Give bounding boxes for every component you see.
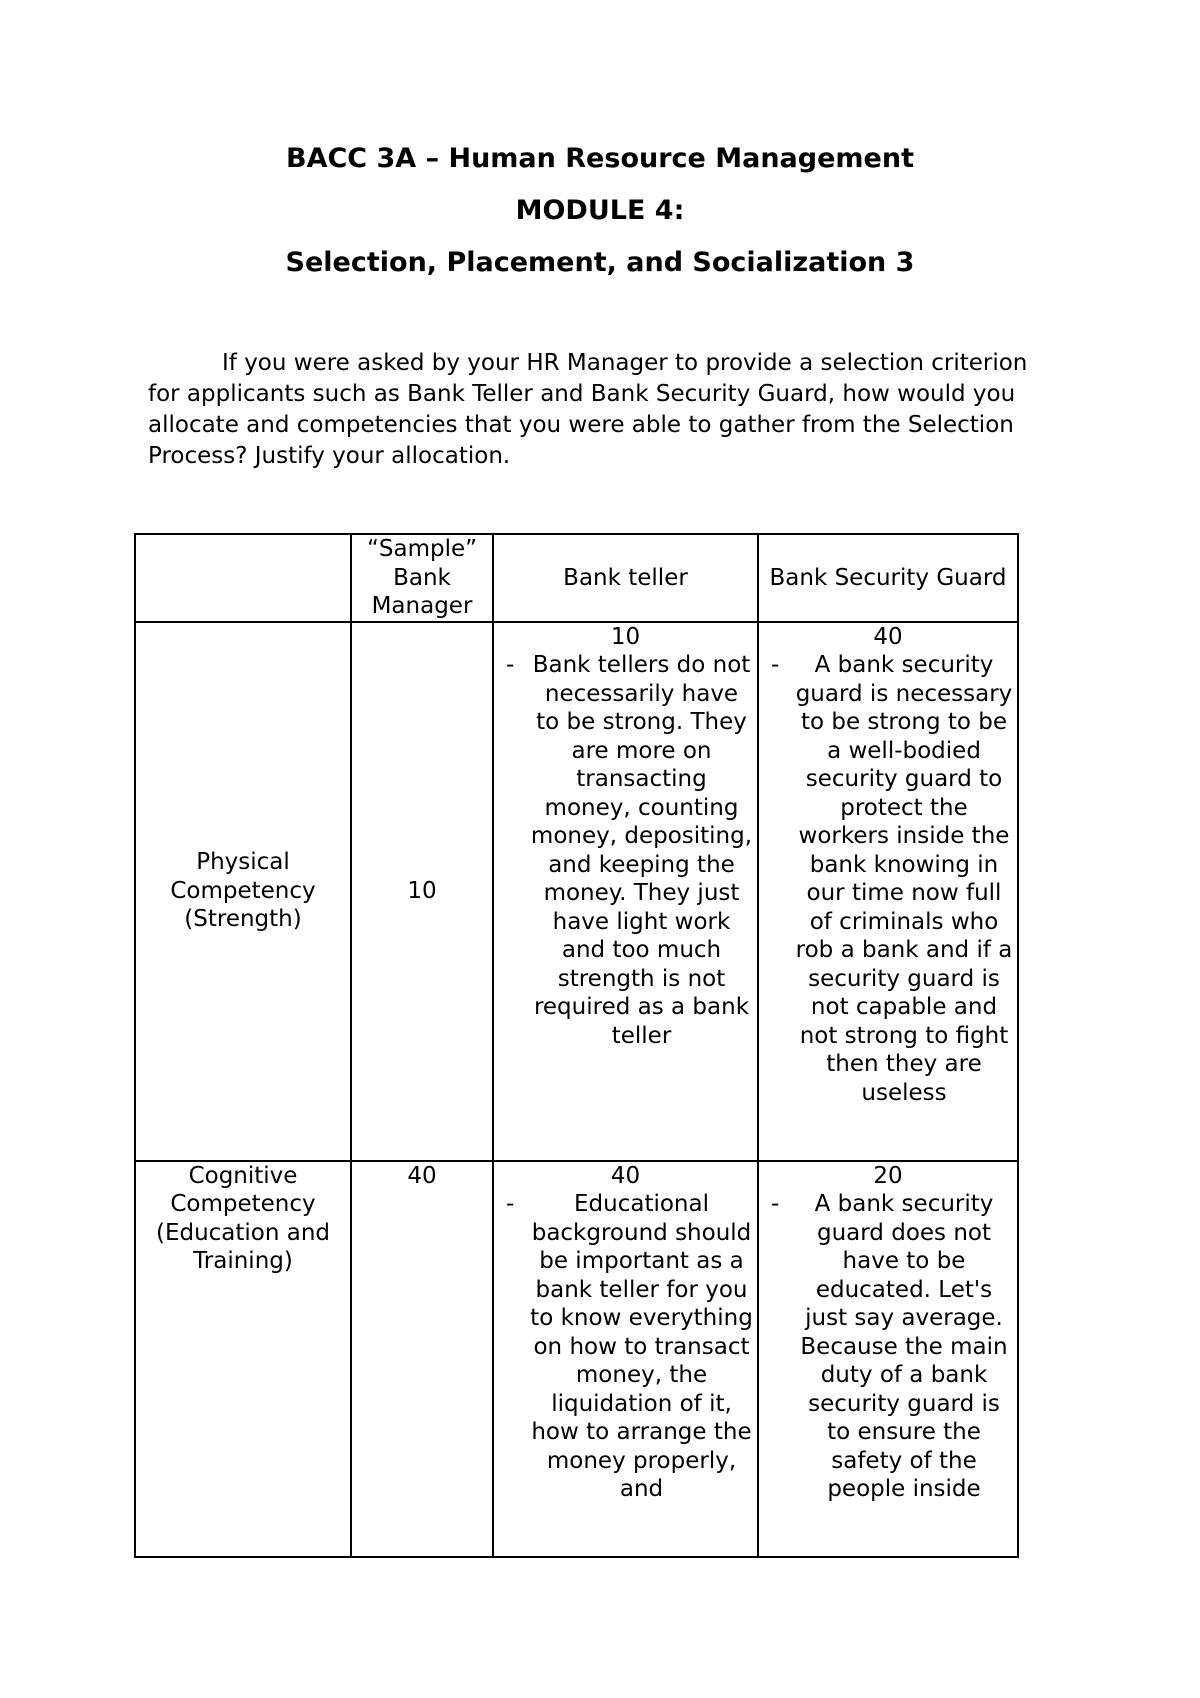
guard-note-text: A bank security guard does not have to be educated. Let's just say average. Because the main duty of a bank security guard is to ensure the safety of the people inside [800, 1191, 1008, 1502]
guard-cell-physical [758, 622, 1018, 1161]
guard-score-cognitive: 20 [873, 1162, 903, 1189]
module-title: MODULE 4: [515, 195, 685, 226]
teller-score-cognitive: 40 [610, 1162, 641, 1189]
header-sample-bank-manager: “Sample” Bank Manager [351, 534, 493, 622]
row-label-cognitive: Cognitive Competency (Education and Training) [135, 1161, 351, 1557]
competency-table [134, 533, 1019, 1558]
guard-cell-cognitive [758, 1161, 1018, 1557]
question-text: If you were asked by your HR Manager to provide a selection criterion for applicants such as Bank Teller and Bank Security Guard, how would you allocate and competencies that you were able to gather from the Selection Process? Justify your allocation. [148, 350, 1028, 469]
table-row-cognitive [135, 1161, 1018, 1557]
bullet-dash: - [771, 1191, 780, 1217]
sample-score-cognitive: 40 [351, 1161, 493, 1557]
question-prompt [148, 348, 1066, 472]
table-header-row [135, 534, 1018, 622]
teller-note-physical [498, 651, 753, 1050]
teller-cell-physical [493, 622, 758, 1161]
header-bank-security-guard: Bank Security Guard [758, 534, 1018, 622]
teller-score-physical: 10 [610, 623, 641, 650]
sample-score-physical: 10 [351, 622, 493, 1161]
teller-note-text: Educational background should be important as a bank teller for you to know everything on how to transact money, the liquidation of it, how to arrange the money properly, and [530, 1191, 753, 1502]
bullet-dash: - [771, 652, 780, 678]
row-label-physical: Physical Competency (Strength) [135, 622, 351, 1161]
teller-note-cognitive [498, 1190, 753, 1504]
teller-cell-cognitive [493, 1161, 758, 1557]
bullet-dash: - [506, 1191, 515, 1217]
guard-note-cognitive [763, 1190, 1013, 1504]
bullet-dash: - [506, 652, 515, 678]
topic-title: Selection, Placement, and Socialization 3 [285, 247, 915, 278]
guard-score-physical: 40 [873, 623, 903, 650]
table-row-physical [135, 622, 1018, 1161]
teller-note-text: Bank tellers do not necessarily have to be strong. They are more on transacting money, counting money, depositing, and keeping the money. They just have light work and too much strength is not required as a bank teller [530, 652, 753, 1049]
header-empty [135, 534, 351, 622]
course-title: BACC 3A – Human Resource Management [285, 143, 914, 174]
guard-note-physical [763, 651, 1013, 1107]
guard-note-text: A bank security guard is necessary to be strong to be a well-bodied security guard to protect the workers inside the bank knowing in our time now full of criminals who rob a bank and if a security guard is not capable and not strong to fight then they are useless [795, 652, 1013, 1106]
header-bank-teller: Bank teller [493, 534, 758, 622]
